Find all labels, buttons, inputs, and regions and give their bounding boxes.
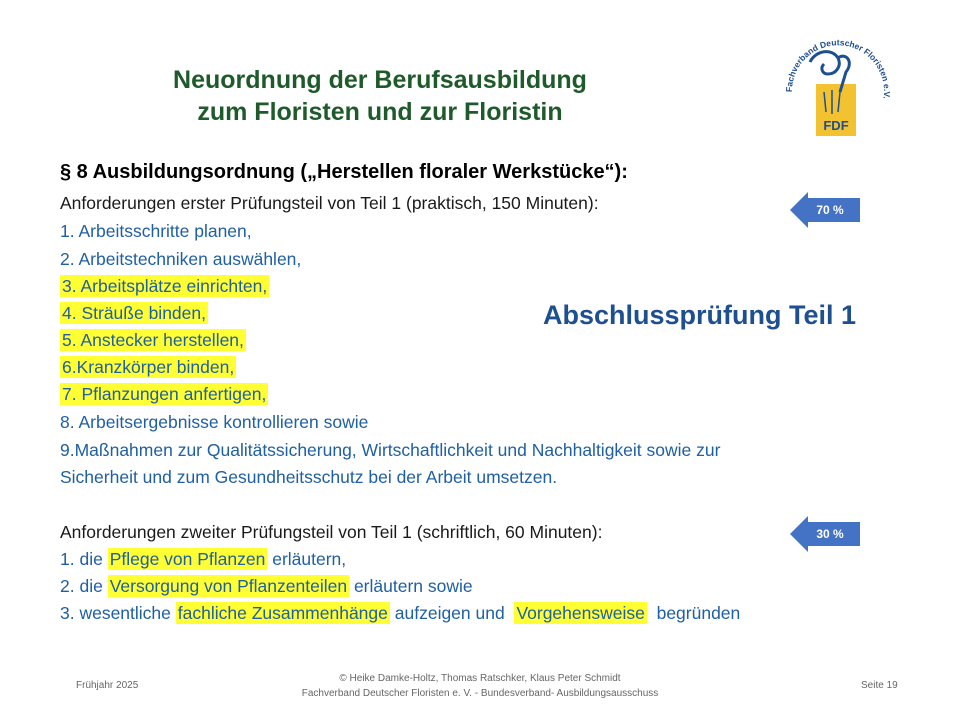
weight-badge-70: 70 %	[816, 203, 844, 217]
highlight: Vorgehensweise	[516, 603, 645, 623]
list-item-highlighted: 4. Sträuße binden,	[62, 303, 206, 323]
weight-arrow-70	[790, 192, 862, 228]
text: erläutern sowie	[349, 576, 473, 596]
part1-intro: Anforderungen erster Prüfungsteil von Teil 1 (praktisch, 150 Minuten):	[60, 193, 599, 213]
list-item: 1. Arbeitsschritte planen,	[60, 221, 252, 241]
text: begründen	[646, 603, 741, 623]
part2-item-3	[60, 602, 740, 624]
title-line-2: zum Floristen und zur Floristin	[197, 98, 563, 126]
list-item: 9.Maßnahmen zur Qualitätssicherung, Wirtschaftlichkeit und Nachhaltigkeit sowie zur	[60, 440, 721, 460]
text: 1. die	[60, 549, 108, 569]
part2-item-1	[60, 548, 346, 570]
section-heading: § 8 Ausbildungsordnung („Herstellen floraler Werkstücke“):	[60, 161, 628, 183]
list-item-highlighted: 7. Pflanzungen anfertigen,	[62, 384, 267, 404]
fdf-logo	[780, 22, 890, 140]
list-item: 8. Arbeitsergebnisse kontrollieren sowie	[60, 412, 369, 432]
logo-badge: FDF	[823, 118, 849, 133]
text: erläutern,	[267, 549, 347, 569]
exam-part-label: Abschlussprüfung Teil 1	[543, 300, 857, 330]
footer-page-number: Seite 19	[861, 680, 898, 691]
weight-arrow-30	[790, 516, 862, 552]
footer-date: Frühjahr 2025	[76, 680, 139, 691]
footer-copyright	[260, 671, 700, 701]
footer-line-1: © Heike Damke-Holtz, Thomas Ratschker, Klaus Peter Schmidt	[339, 673, 621, 684]
logo-arc-text: Fachverband Deutscher Floristen	[783, 37, 890, 93]
list-item-highlighted: 5. Anstecker herstellen,	[62, 330, 244, 350]
list-item-highlighted: 6.Kranzkörper binden,	[62, 357, 235, 377]
list-item: 2. Arbeitstechniken auswählen,	[60, 249, 302, 269]
part2-item-2	[60, 575, 473, 597]
weight-badge-30: 30 %	[816, 527, 844, 541]
list-item-highlighted: 3. Arbeitsplätze einrichten,	[62, 276, 268, 296]
highlight: fachliche Zusammenhänge	[177, 603, 388, 623]
highlight: Pflege von Pflanzen	[109, 549, 266, 569]
part2-intro: Anforderungen zweiter Prüfungsteil von Teil 1 (schriftlich, 60 Minuten):	[60, 522, 603, 542]
text: 2. die	[60, 576, 108, 596]
slide-title	[120, 64, 640, 128]
highlight: Versorgung von Pflanzenteilen	[109, 576, 348, 596]
footer-line-2: Fachverband Deutscher Floristen e. V. - Bundesverband- Ausbildungsausschuss	[301, 688, 659, 699]
text: aufzeigen und	[389, 603, 515, 623]
list-item: Sicherheit und zum Gesundheitsschutz bei der Arbeit umsetzen.	[60, 467, 558, 487]
title-line-1: Neuordnung der Berufsausbildung	[173, 66, 587, 94]
text: 3. wesentliche	[60, 603, 176, 623]
